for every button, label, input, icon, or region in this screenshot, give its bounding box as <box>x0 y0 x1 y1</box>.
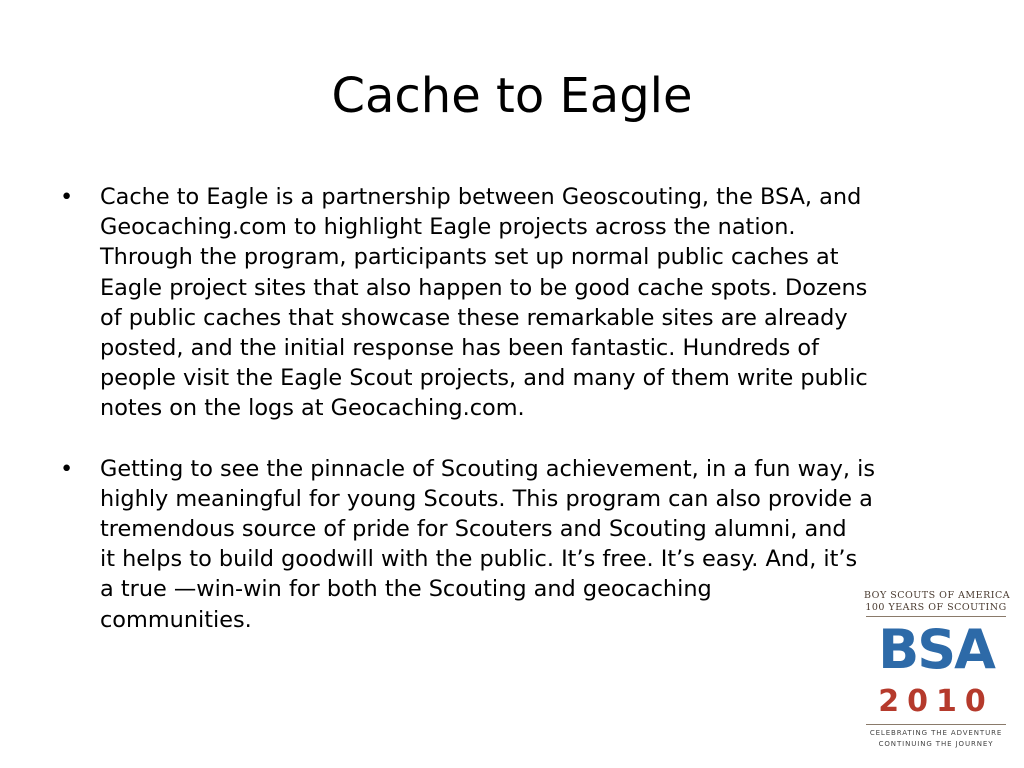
bullet-marker: • <box>60 184 74 210</box>
bullet-marker: • <box>60 455 74 482</box>
logo-tagline: CONTINUING THE JOURNEY <box>878 740 994 748</box>
logo-org-name: BOY SCOUTS OF AMERICA <box>864 590 1011 601</box>
logo-year: 2010 <box>878 684 994 719</box>
logo-tagline: CELEBRATING THE ADVENTURE <box>869 729 1003 737</box>
slide-title: Cache to Eagle <box>331 68 693 124</box>
logo-divider <box>866 724 1006 725</box>
bullet-list <box>60 182 980 635</box>
bullet-item <box>60 182 980 424</box>
bullet-text: Cache to Eagle is a partnership between Geoscouting, the BSA, and Geocaching.com to highlight Eagle projects across the nation. Through the program, participants set up normal public caches at Eagle project sites that also happen to be good cache spots. Dozens of public caches that showcase these remarkable sites are already posted, and the initial response has been fantastic. Hundreds of people visit the Eagle Scout projects, and many of them write public notes on the logs at Geocaching.com. <box>100 184 868 422</box>
logo-wordmark: BSA <box>878 618 994 681</box>
bsa-2010-logo <box>862 590 1010 752</box>
bullet-item <box>60 454 980 635</box>
logo-divider <box>866 616 1006 617</box>
logo-centennial: 100 YEARS OF SCOUTING <box>865 602 1007 613</box>
bullet-text: Getting to see the pinnacle of Scouting achievement, in a fun way, is highly meaningful for young Scouts. This program can also provide a tremendous source of pride for Scouters and Scouting alumni, and it helps to build goodwill with the public. It’s free. It’s easy. And, it’s a true —win-win for both the Scouting and geocaching communities. <box>100 455 876 633</box>
